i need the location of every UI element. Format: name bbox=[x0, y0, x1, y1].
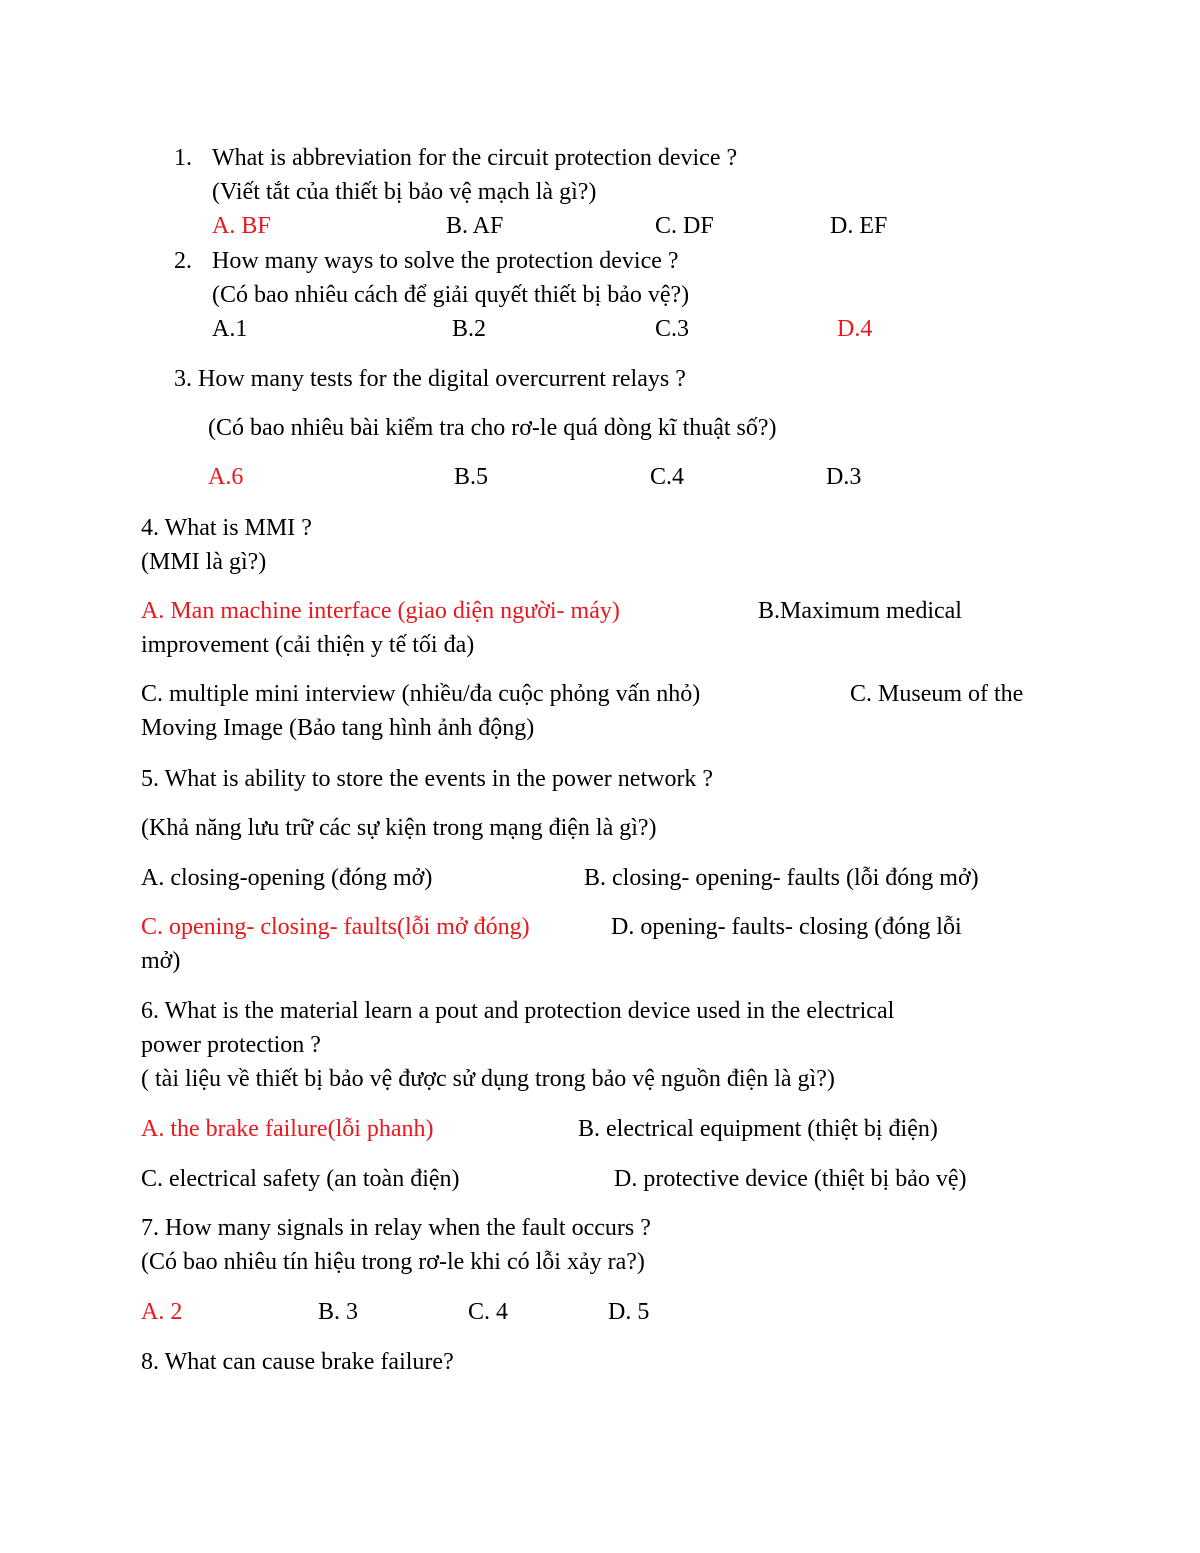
question-1-translation: (Viết tắt của thiết bị bảo vệ mạch là gì?) bbox=[212, 179, 597, 205]
question-3-option-b: B.5 bbox=[454, 464, 489, 490]
question-5-option-c: C. opening- closing- faults(lỗi mở đóng) bbox=[141, 914, 530, 940]
question-7-option-d: D. 5 bbox=[608, 1299, 650, 1325]
question-6-text-cont: power protection ? bbox=[141, 1032, 321, 1058]
question-5-option-a: A. closing-opening (đóng mở) bbox=[141, 865, 433, 891]
question-5-option-b: B. closing- opening- faults (lỗi đóng mở) bbox=[584, 865, 979, 891]
question-3-text: 3. How many tests for the digital overcurrent relays ? bbox=[174, 366, 686, 392]
question-3-option-c: C.4 bbox=[650, 464, 685, 490]
question-7-text: 7. How many signals in relay when the fault occurs ? bbox=[141, 1215, 651, 1241]
question-3-translation: (Có bao nhiêu bài kiểm tra cho rơ-le quá dòng kĩ thuật số?) bbox=[208, 415, 777, 441]
question-7-option-b: B. 3 bbox=[318, 1299, 359, 1325]
question-4-translation: (MMI là gì?) bbox=[141, 549, 267, 575]
question-6-option-d: D. protective device (thiệt bị bảo vệ) bbox=[614, 1166, 967, 1192]
question-6-text: 6. What is the material learn a pout and protection device used in the electrical bbox=[141, 998, 895, 1024]
question-6-option-c: C. electrical safety (an toàn điện) bbox=[141, 1166, 460, 1192]
question-2-option-a: A.1 bbox=[212, 316, 248, 342]
question-4-option-b: B.Maximum medical bbox=[758, 598, 962, 624]
question-2-option-b: B.2 bbox=[452, 316, 487, 342]
question-2-option-c: C.3 bbox=[655, 316, 690, 342]
question-6-option-a: A. the brake failure(lỗi phanh) bbox=[141, 1116, 434, 1142]
question-4-option-b-cont: improvement (cải thiện y tế tối đa) bbox=[141, 632, 475, 658]
question-1-text: What is abbreviation for the circuit protection device ? bbox=[212, 145, 738, 171]
question-2-number: 2. bbox=[174, 248, 192, 274]
question-1-number: 1. bbox=[174, 145, 192, 171]
question-3-option-d: D.3 bbox=[826, 464, 862, 490]
question-7-option-c: C. 4 bbox=[468, 1299, 509, 1325]
question-5-translation: (Khả năng lưu trữ các sự kiện trong mạng điện là gì?) bbox=[141, 815, 657, 841]
question-2-option-d: D.4 bbox=[837, 316, 873, 342]
question-4-option-c: C. multiple mini interview (nhiều/đa cuộc phỏng vấn nhỏ) bbox=[141, 681, 701, 707]
question-3-option-a: A.6 bbox=[208, 464, 244, 490]
question-7-translation: (Có bao nhiêu tín hiệu trong rơ-le khi có lỗi xảy ra?) bbox=[141, 1249, 645, 1275]
question-1-option-b: B. AF bbox=[446, 213, 504, 239]
question-1-option-c: C. DF bbox=[655, 213, 714, 239]
question-1-option-d: D. EF bbox=[830, 213, 888, 239]
question-4-option-d-cont: Moving Image (Bảo tang hình ảnh động) bbox=[141, 715, 535, 741]
question-2-translation: (Có bao nhiêu cách để giải quyết thiết bị bảo vệ?) bbox=[212, 282, 690, 308]
question-4-text: 4. What is MMI ? bbox=[141, 515, 312, 541]
question-5-text: 5. What is ability to store the events in the power network ? bbox=[141, 766, 714, 792]
question-2-text: How many ways to solve the protection device ? bbox=[212, 248, 679, 274]
question-4-option-a: A. Man machine interface (giao diện người- máy) bbox=[141, 598, 620, 624]
question-4-option-d: C. Museum of the bbox=[850, 681, 1024, 707]
question-6-translation: ( tài liệu về thiết bị bảo vệ được sử dụng trong bảo vệ nguồn điện là gì?) bbox=[141, 1066, 835, 1092]
question-6-option-b: B. electrical equipment (thiệt bị điện) bbox=[578, 1116, 938, 1142]
question-1-option-a: A. BF bbox=[212, 213, 271, 239]
question-7-option-a: A. 2 bbox=[141, 1299, 183, 1325]
question-5-option-d: D. opening- faults- closing (đóng lỗi bbox=[611, 914, 962, 940]
question-5-option-d-cont: mở) bbox=[141, 948, 181, 974]
question-8-text: 8. What can cause brake failure? bbox=[141, 1349, 454, 1375]
